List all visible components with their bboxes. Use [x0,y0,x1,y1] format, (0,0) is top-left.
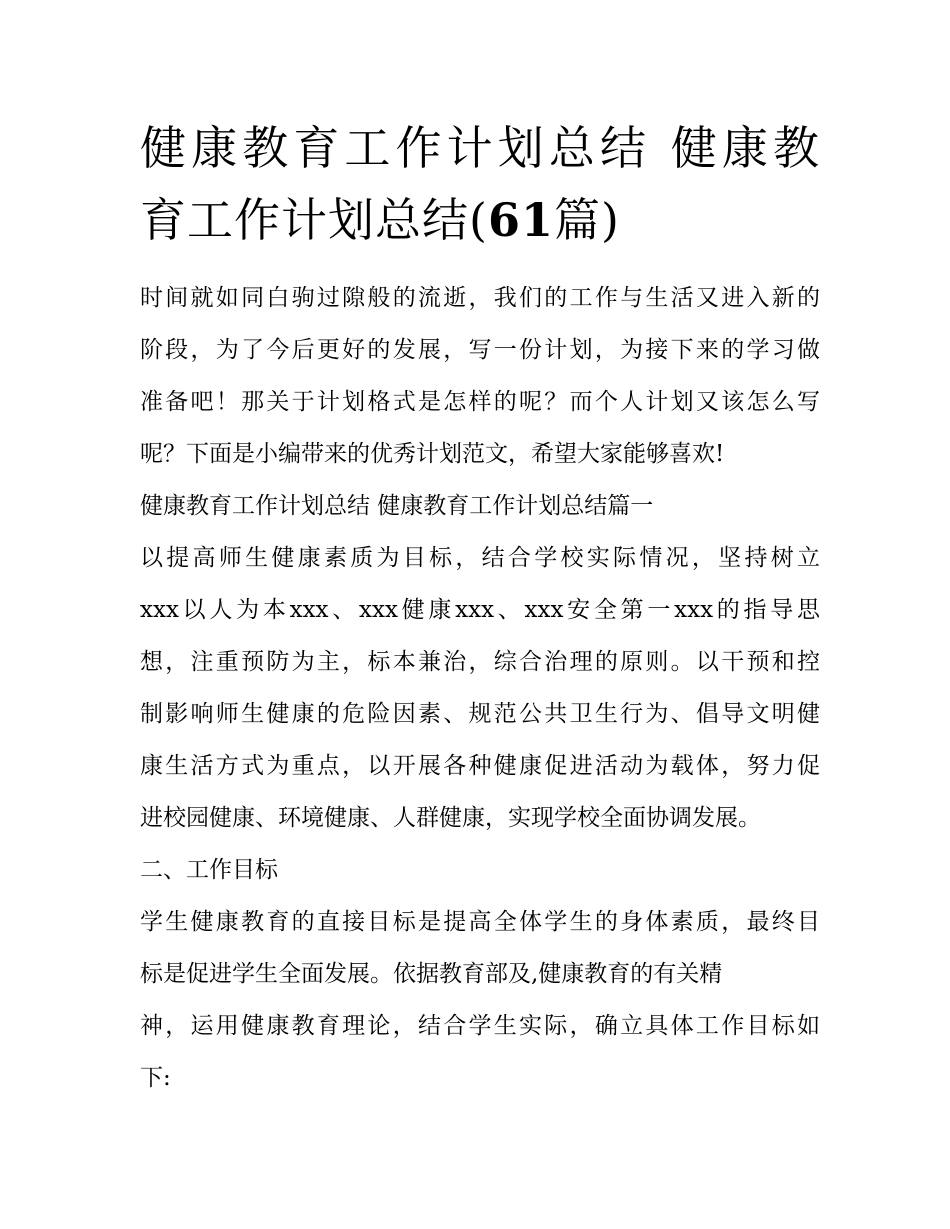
subheading [140,844,820,896]
title-line-1: 健康教育工作计划总结 健康教 [140,121,820,175]
intro-paragraph [140,272,820,480]
document-title [140,112,820,256]
intro-line: 阶段，为了今后更好的发展，写一份计划，为接下来的学习做 [140,337,820,363]
title-spacer [140,256,820,272]
goal-paragraph [140,896,820,1104]
section-heading [140,480,820,532]
body-line: 康生活方式为重点，以开展各种健康促进活动为载体，努力促 [140,753,820,779]
title-number: 61 [487,193,554,247]
title-prefix: 育工作计划总结( [140,193,488,247]
section-heading-text: 健康教育工作计划总结 健康教育工作计划总结篇一 [140,493,654,519]
goal-line: 学生健康教育的直接目标是提高全体学生的身体素质，最终目 [140,909,820,935]
title-suffix: 篇) [553,193,620,247]
body-line: 想，注重预防为主，标本兼治，综合治理的原则。以干预和控 [140,649,820,675]
body-line: 以提高师生健康素质为目标，结合学校实际情况，坚持树立 [140,545,820,571]
document-content [140,112,820,1104]
subheading-text: 二、工作目标 [140,857,278,883]
goal-line: 下: [140,1065,171,1091]
intro-line: 准备吧！那关于计划格式是怎样的呢？而个人计划又该怎么写 [140,389,820,415]
body-paragraph [140,532,820,844]
body-line: 进校园健康、环境健康、人群健康，实现学校全面协调发展。 [140,805,761,831]
intro-line: 时间就如同白驹过隙般的流逝，我们的工作与生活又进入新的 [140,285,820,311]
intro-line: 呢？下面是小编带来的优秀计划范文，希望大家能够喜欢! [140,441,725,467]
title-line-2 [140,184,820,256]
goal-line: 标是促进学生全面发展。依据教育部及,健康教育的有关精 [140,961,723,987]
goal-line: 神，运用健康教育理论，结合学生实际，确立具体工作目标如 [140,1013,820,1039]
body-line: xxx以人为本xxx、xxx健康xxx、xxx安全第一xxx的指导思 [140,597,820,623]
body-line: 制影响师生健康的危险因素、规范公共卫生行为、倡导文明健 [140,701,820,727]
